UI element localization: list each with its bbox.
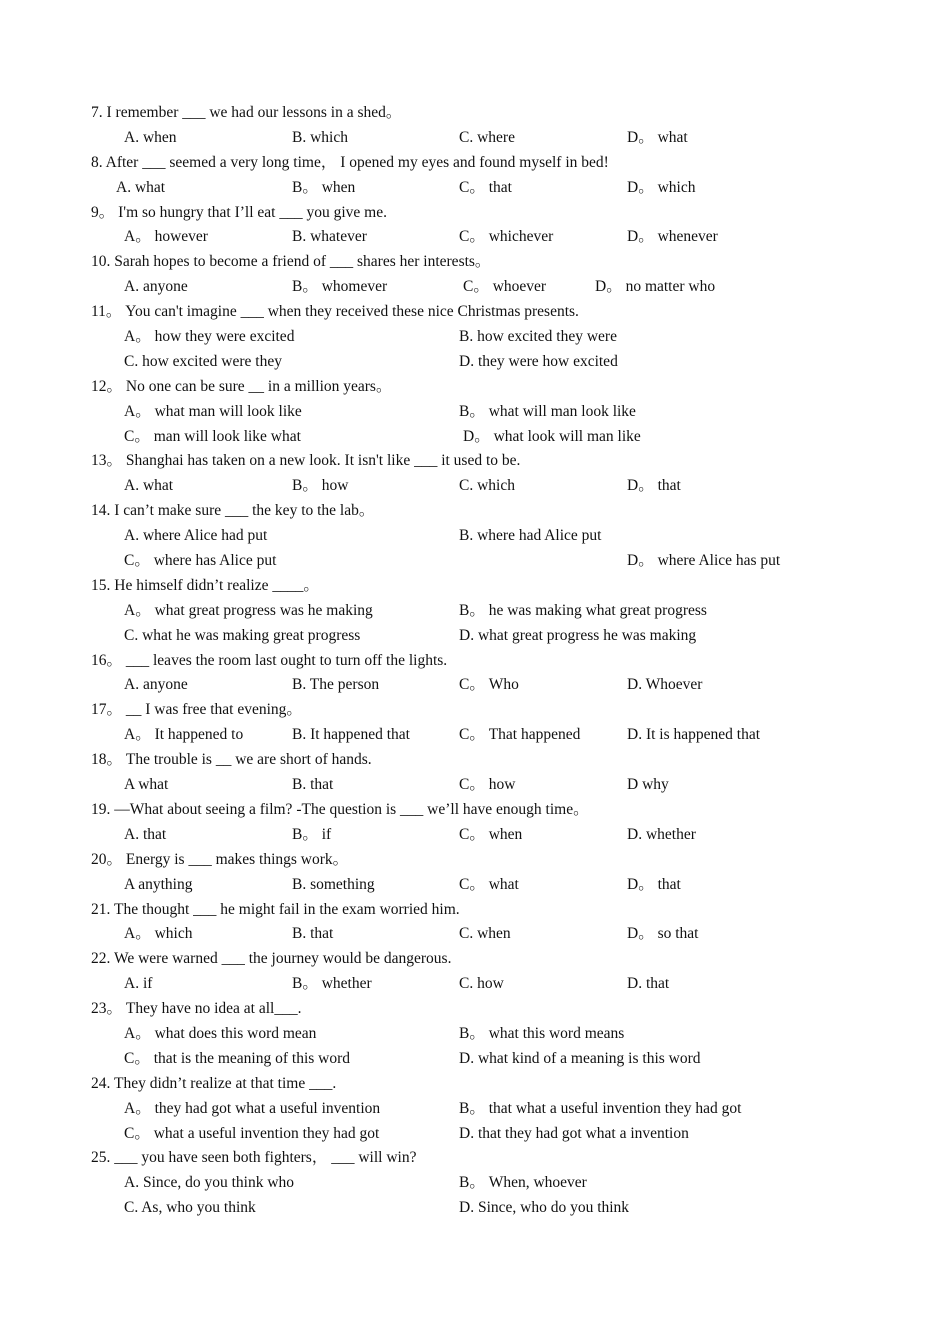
option-b[interactable]: B. The person (292, 676, 380, 694)
options-row (0, 126, 950, 151)
options-row (0, 176, 950, 201)
option-c[interactable]: C。 where has Alice put (124, 552, 277, 570)
option-a[interactable]: A anything (124, 875, 193, 893)
question-stem: 25. ___ you have seen both fighters， ___ will win? (91, 1149, 417, 1167)
options-row (0, 1047, 950, 1072)
option-d[interactable]: D. Since, who do you think (459, 1199, 630, 1217)
option-a[interactable]: A. where Alice had put (124, 527, 268, 545)
option-b[interactable]: B。 if (292, 825, 332, 843)
options-row (0, 1097, 950, 1122)
option-a[interactable]: A. if (124, 975, 153, 993)
options-row (0, 549, 950, 574)
options-row (0, 773, 950, 798)
option-c[interactable]: C. how (459, 975, 504, 993)
question-stem: 8. After ___ seemed a very long time， I opened my eyes and found myself in bed! (91, 153, 609, 171)
option-d[interactable]: D。 whenever (627, 228, 718, 246)
options-row (0, 673, 950, 698)
option-d[interactable]: D。 that (627, 875, 681, 893)
option-d[interactable]: D。 that (627, 477, 681, 495)
option-d[interactable]: D. what great progress he was making (459, 626, 697, 644)
option-b[interactable]: B. how excited they were (459, 328, 617, 346)
question-stem: 18。 The trouble is __ we are short of hands. (91, 751, 372, 769)
option-a[interactable]: A。 It happened to (124, 726, 244, 744)
options-row (0, 1171, 950, 1196)
option-a[interactable]: A。 however (124, 228, 208, 246)
question-stem: 17。 __ I was free that evening。 (91, 701, 302, 719)
option-c[interactable]: C. how excited were they (124, 352, 282, 370)
question-stem: 10. Sarah hopes to become a friend of ___ shares her interests。 (91, 253, 491, 271)
option-c[interactable]: C。 what a useful invention they had got (124, 1124, 380, 1142)
option-c[interactable]: C. which (459, 477, 515, 495)
option-d[interactable]: D. what kind of a meaning is this word (459, 1049, 701, 1067)
options-row (0, 1122, 950, 1147)
option-c[interactable]: C。 when (459, 825, 523, 843)
option-b[interactable]: B. that (292, 776, 334, 794)
option-c[interactable]: C。 whoever (463, 278, 547, 296)
option-c[interactable]: C。 That happened (459, 726, 581, 744)
option-b[interactable]: B。 what will man look like (459, 402, 636, 420)
option-d[interactable]: D. It is happened that (627, 726, 761, 744)
option-c[interactable]: C. when (459, 925, 511, 943)
option-a[interactable]: A。 they had got what a useful invention (124, 1099, 381, 1117)
option-a[interactable]: A. when (124, 128, 177, 146)
options-row (0, 723, 950, 748)
option-d[interactable]: D。 which (627, 178, 696, 196)
option-a[interactable]: A. that (124, 825, 167, 843)
option-a[interactable]: A. what (124, 477, 174, 495)
option-b[interactable]: B。 when (292, 178, 356, 196)
option-d[interactable]: D. whether (627, 825, 696, 843)
option-d[interactable]: D。 what (627, 128, 688, 146)
options-row (0, 624, 950, 649)
options-row (0, 400, 950, 425)
question-stem: 12。 No one can be sure __ in a million years。 (91, 377, 392, 395)
question-stem: 14. I can’t make sure ___ the key to the lab。 (91, 502, 375, 520)
option-c[interactable]: C。 that is the meaning of this word (124, 1049, 351, 1067)
option-b[interactable]: B。 he was making what great progress (459, 601, 707, 619)
question-stem: 11。 You can't imagine ___ when they received these nice Christmas presents. (91, 303, 579, 321)
option-c[interactable]: C。 what (459, 875, 519, 893)
option-c[interactable]: C。 Who (459, 676, 519, 694)
question-stem: 23。 They have no idea at all___. (91, 1000, 302, 1018)
option-c[interactable]: C。 man will look like what (124, 427, 301, 445)
options-row (0, 922, 950, 947)
options-row (0, 524, 950, 549)
option-d[interactable]: D。 no matter who (595, 278, 716, 296)
option-c[interactable]: C. where (459, 128, 515, 146)
option-d[interactable]: D。 where Alice has put (627, 552, 781, 570)
question-stem: 24. They didn’t realize at that time ___. (91, 1074, 337, 1092)
option-a[interactable]: A. anyone (124, 676, 188, 694)
option-a[interactable]: A。 which (124, 925, 193, 943)
option-c[interactable]: C。 whichever (459, 228, 554, 246)
option-b[interactable]: B. It happened that (292, 726, 410, 744)
question-stem: 19. —What about seeing a film? -The question is ___ we’ll have enough time。 (91, 800, 589, 818)
options-row (0, 275, 950, 300)
option-b[interactable]: B。 whether (292, 975, 372, 993)
options-row (0, 873, 950, 898)
option-b[interactable]: B。 how (292, 477, 349, 495)
question-stem: 16。 ___ leaves the room last ought to turn off the lights. (91, 651, 448, 669)
options-row (0, 972, 950, 997)
option-a[interactable]: A. Since, do you think who (124, 1174, 295, 1192)
option-a[interactable]: A. anyone (124, 278, 188, 296)
option-b[interactable]: B. that (292, 925, 334, 943)
option-d[interactable]: D。 so that (627, 925, 699, 943)
options-row (0, 1196, 950, 1221)
options-row (0, 225, 950, 250)
options-row (0, 474, 950, 499)
option-a[interactable]: A。 what man will look like (124, 402, 302, 420)
option-a[interactable]: A。 how they were excited (124, 328, 295, 346)
option-d[interactable]: D。 what look will man like (463, 427, 641, 445)
option-c[interactable]: C。 that (459, 178, 512, 196)
option-a[interactable]: A。 what does this word mean (124, 1024, 317, 1042)
option-b[interactable]: B. whatever (292, 228, 367, 246)
question-stem: 22. We were warned ___ the journey would be dangerous. (91, 950, 452, 968)
option-b[interactable]: B. which (292, 128, 348, 146)
option-b[interactable]: B。 what this word means (459, 1024, 625, 1042)
option-c[interactable]: C。 how (459, 776, 516, 794)
option-b[interactable]: B。 that what a useful invention they had got (459, 1099, 742, 1117)
question-stem: 15. He himself didn’t realize ____。 (91, 576, 319, 594)
option-a[interactable]: A。 what great progress was he making (124, 601, 373, 619)
question-stem: 7. I remember ___ we had our lessons in a shed。 (91, 104, 402, 121)
option-b[interactable]: B。 When, whoever (459, 1174, 587, 1192)
option-d[interactable]: D. that they had got what a invention (459, 1124, 689, 1142)
options-row (0, 325, 950, 350)
question-stem: 20。 Energy is ___ makes things work。 (91, 850, 349, 868)
option-c[interactable]: C. what he was making great progress (124, 626, 361, 644)
option-a[interactable]: A what (124, 776, 169, 794)
question-stem: 9。 I'm so hungry that I’ll eat ___ you give me. (91, 203, 387, 221)
option-a[interactable]: A. what (116, 178, 166, 196)
option-b[interactable]: B。 whomever (292, 278, 388, 296)
options-row (0, 599, 950, 624)
question-stem: 13。 Shanghai has taken on a new look. It isn't like ___ it used to be. (91, 452, 521, 470)
options-row (0, 823, 950, 848)
option-c[interactable]: C. As, who you think (124, 1199, 256, 1217)
question-stem: 21. The thought ___ he might fail in the exam worried him. (91, 900, 460, 918)
option-d[interactable]: D why (627, 776, 669, 794)
options-row (0, 425, 950, 450)
option-d[interactable]: D. Whoever (627, 676, 703, 694)
options-row (0, 1022, 950, 1047)
option-d[interactable]: D. that (627, 975, 670, 993)
option-d[interactable]: D. they were how excited (459, 352, 618, 370)
option-b[interactable]: B. where had Alice put (459, 527, 602, 545)
question-sheet (0, 101, 950, 1221)
options-row (0, 350, 950, 375)
option-b[interactable]: B. something (292, 875, 375, 893)
